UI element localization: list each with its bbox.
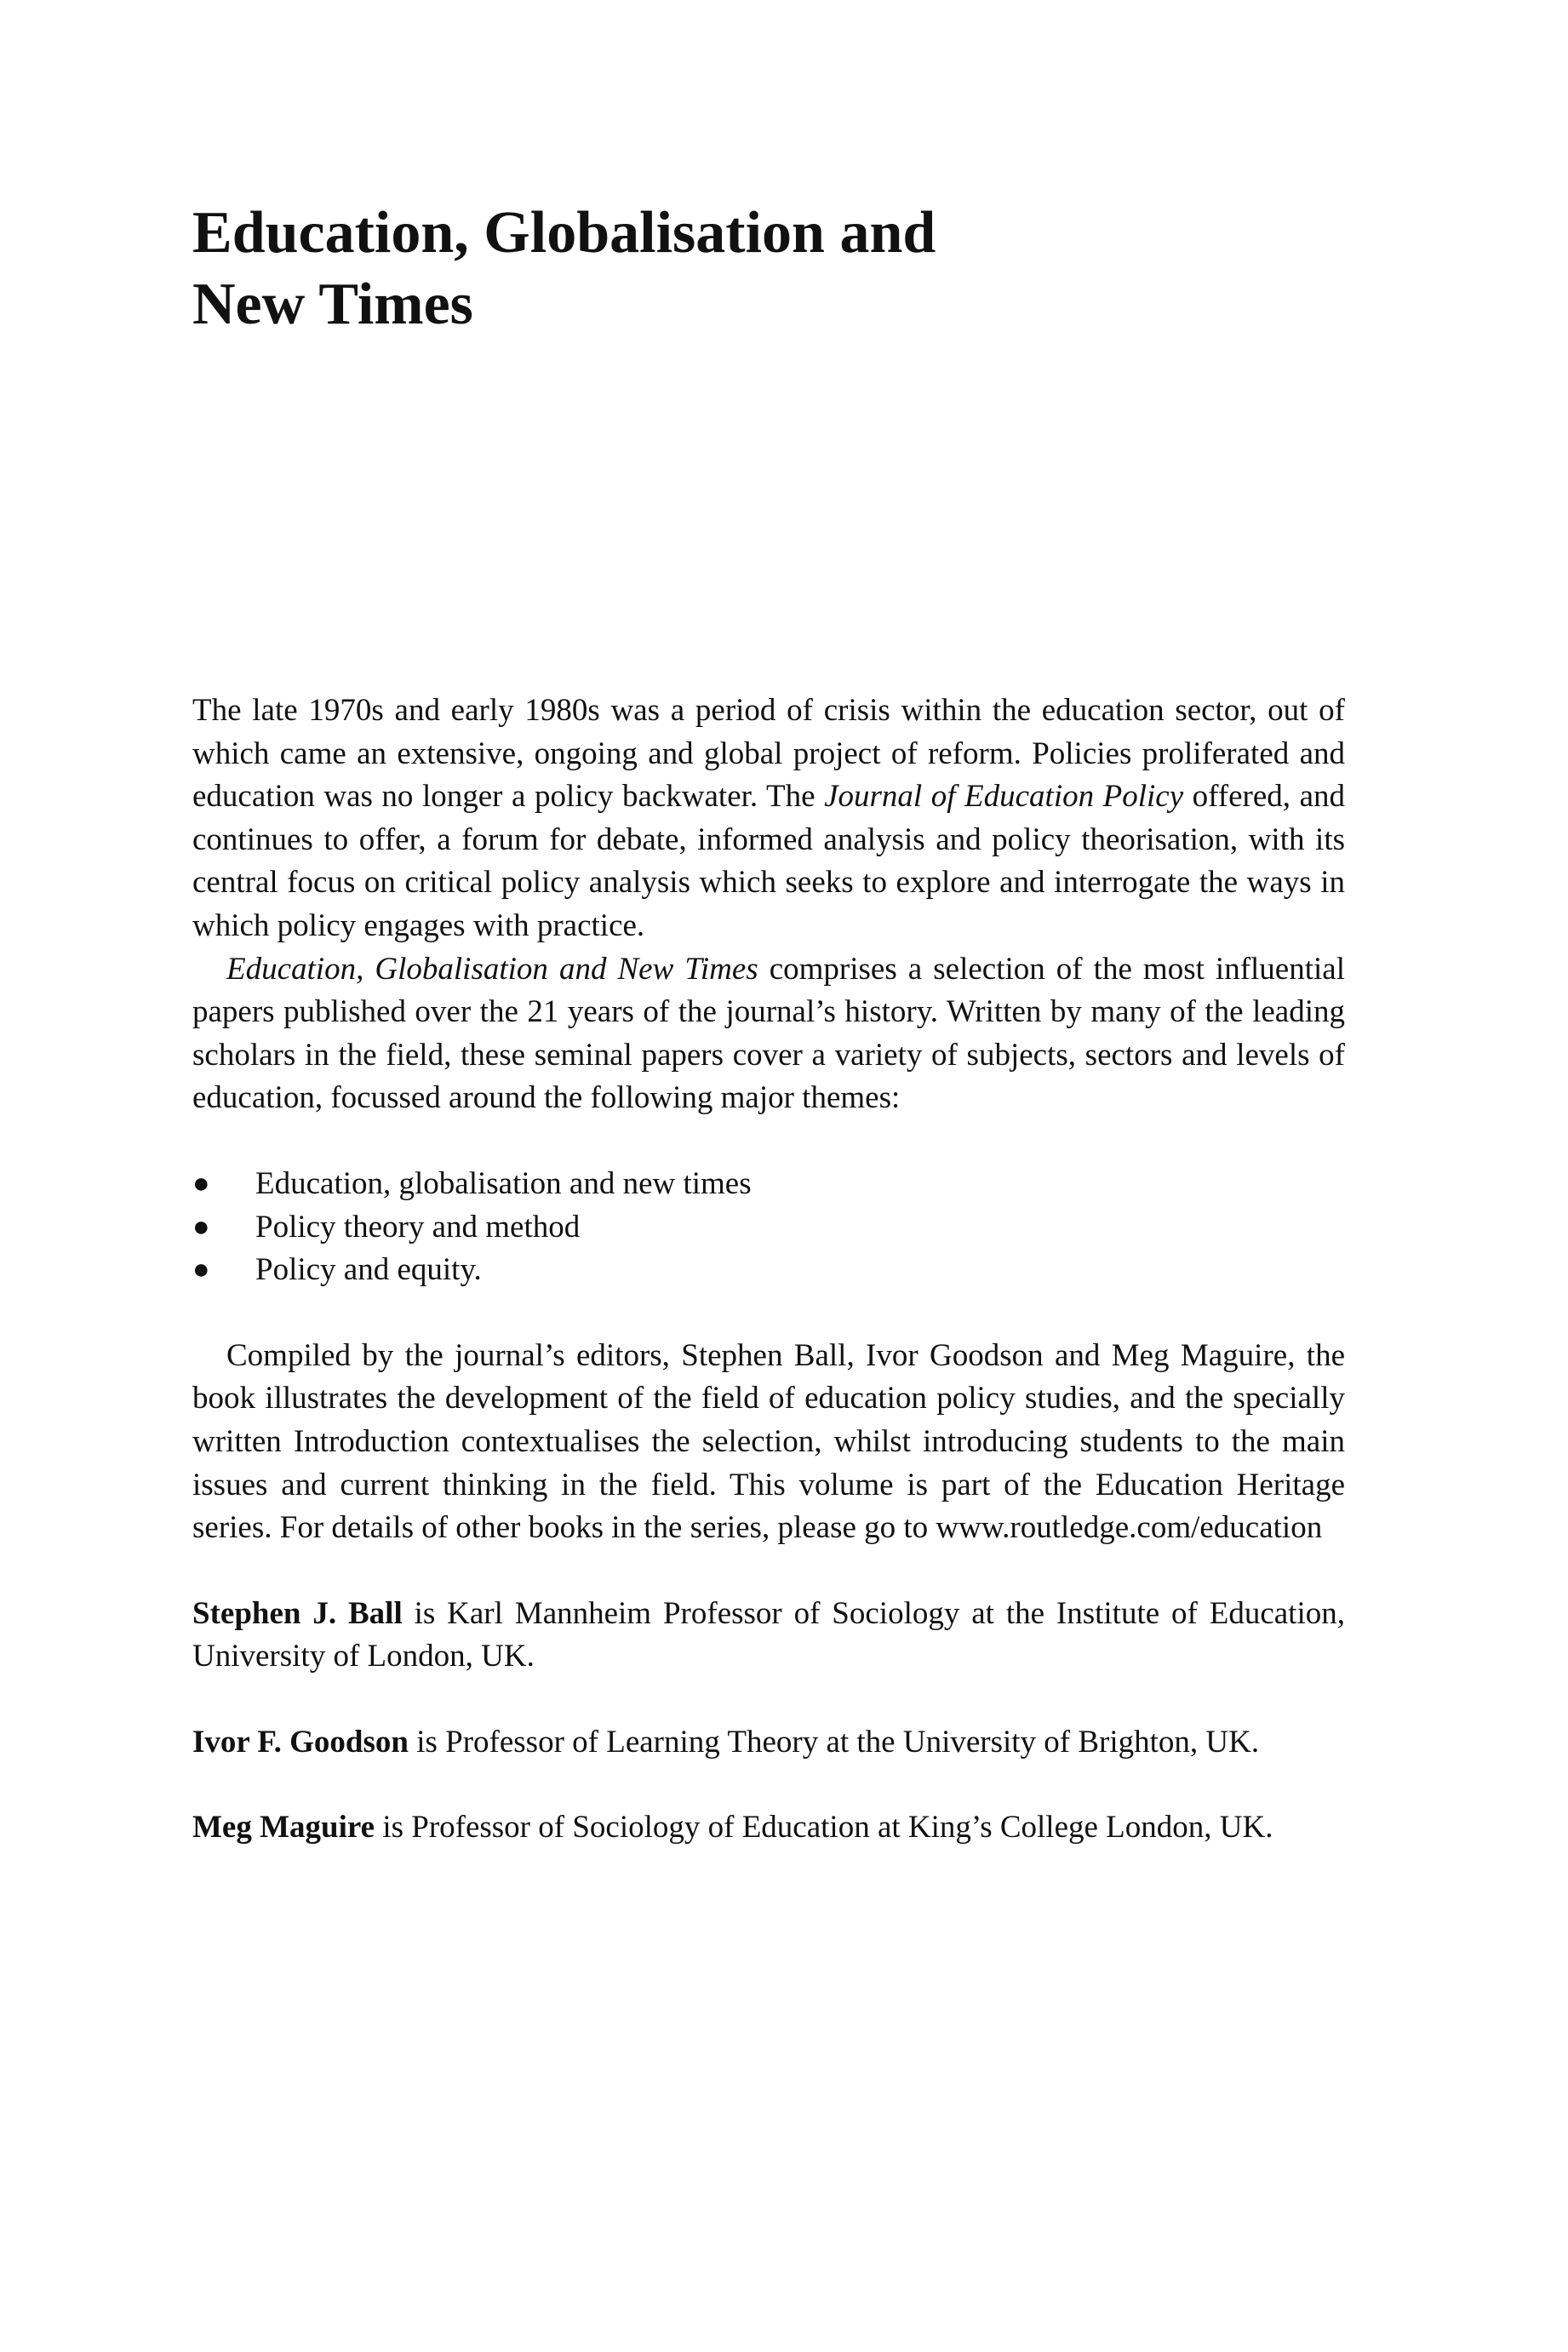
bullet-icon: ● xyxy=(192,1210,210,1243)
author-bio-text: is Professor of Sociology of Education at King’s College London, UK. xyxy=(375,1810,1273,1846)
journal-title: Journal of Education Policy xyxy=(824,779,1184,815)
author-bio-maguire xyxy=(192,1806,1345,1850)
bullet-icon: ● xyxy=(192,1167,210,1199)
author-bio-text: is Karl Mannheim Professor of Sociology at the Institute of Education, University of London, UK. xyxy=(192,1595,1345,1674)
author-bio-goodson xyxy=(192,1721,1345,1765)
intro-text-start: The late 1970s and early 1980s was a period of crisis within the education sector, out of which came an extensive, ongoing and global project of reform. Policies proliferated and education was no longer a policy backwater. The xyxy=(192,693,1345,815)
author-bio-text: is Professor of Learning Theory at the University of Brighton, UK. xyxy=(408,1724,1260,1760)
book-title-line-1: Education, Globalisation and xyxy=(192,200,936,266)
list-item xyxy=(192,1206,1345,1250)
list-item xyxy=(192,1249,1345,1292)
contents-text: comprises a selection of the most influential papers published over the 21 years of the journal’s history. Written by many of the leading scholars in the field, these seminal papers cover a variety of subjects, sectors and levels of education, focussed around the following major themes: xyxy=(192,951,1345,1116)
book-title-inline: Education, Globalisation and New Times xyxy=(226,951,758,987)
author-name: Ivor F. Goodson xyxy=(192,1724,409,1760)
themes-list xyxy=(192,1163,1345,1292)
list-item xyxy=(192,1163,1345,1206)
intro-paragraph xyxy=(192,690,1345,948)
book-description xyxy=(192,690,1345,1850)
author-name: Meg Maguire xyxy=(192,1810,375,1846)
contents-paragraph xyxy=(192,948,1345,1120)
theme-label: Education, globalisation and new times xyxy=(255,1165,752,1201)
author-name: Stephen J. Ball xyxy=(192,1595,403,1631)
intro-text-end: offered, and continues to offer, a forum for debate, informed analysis and policy theorisation, with its central focus on critical policy analysis which seeks to explore and interrogate the ways in which policy engages with practice. xyxy=(192,779,1345,943)
theme-label: Policy and equity. xyxy=(255,1252,482,1288)
author-bio-ball xyxy=(192,1593,1345,1679)
theme-label: Policy theory and method xyxy=(255,1209,581,1245)
book-title xyxy=(192,197,1345,340)
bullet-icon: ● xyxy=(192,1254,210,1286)
book-title-line-2: New Times xyxy=(192,272,473,337)
editors-paragraph: Compiled by the journal’s editors, Stephen Ball, Ivor Goodson and Meg Maguire, the book illustrates the development of the field of education policy studies, and the specially written Introduction contextualises the selection, whilst introducing students to the main issues and current thinking in the field. This volume is part of the Education Heritage series. For details of other books in the series, please go to www.routledge.com/education xyxy=(192,1337,1345,1546)
